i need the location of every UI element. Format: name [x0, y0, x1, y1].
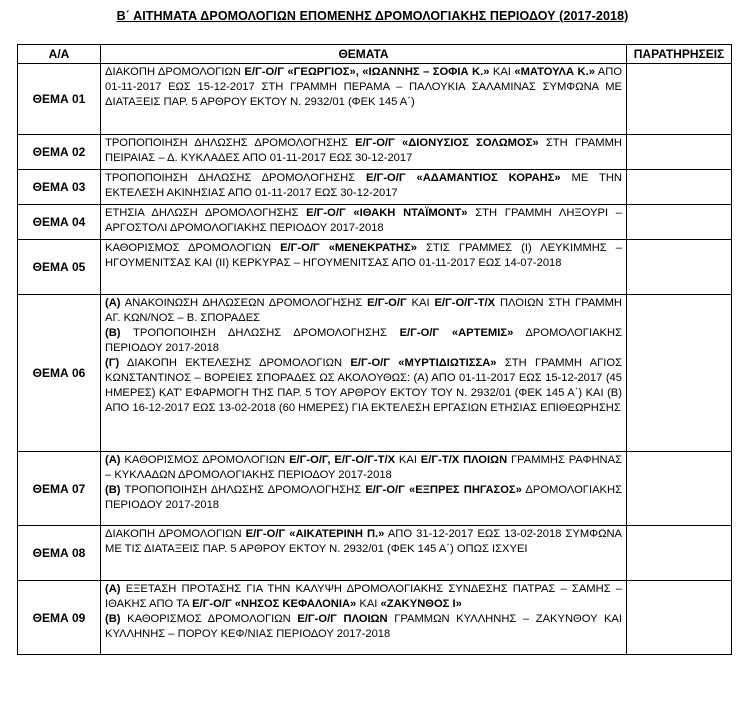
subject-text-bold: Ε/Γ-Ο/Γ «ΑΙΚΑΤΕΡΙΝΗ Π.» [245, 528, 385, 540]
item-number: ΘΕΜΑ 09 [18, 581, 101, 655]
subject-text: ΤΡΟΠΟΠΟΙΗΣΗ ΔΗΛΩΣΗΣ ΔΡΟΜΟΛΟΓΗΣΗΣ [120, 484, 366, 496]
subject-text: ΚΑΙ [395, 454, 421, 466]
table-row [18, 295, 732, 452]
subject-paragraph [105, 65, 622, 110]
item-subject [101, 64, 627, 135]
item-number: ΘΕΜΑ 08 [18, 526, 101, 581]
subject-text: ΚΑΙ [406, 297, 435, 309]
subject-text: ΣΤΗ ΓΡΑΜΜΗ ΠΕΙΡΑΙΑΣ – Δ. ΚΥΚΛΑΔΕΣ ΑΠΟ 01-11-2017 ΕΩΣ 30-12-2017 [105, 137, 622, 164]
subject-text: ΕΤΗΣΙΑ ΔΗΛΩΣΗ ΔΡΟΜΟΛΟΓΗΣΗΣ [105, 207, 307, 219]
subject-text-bold: (Β) [105, 484, 121, 496]
subject-text: ΑΠΟ 01-11-2017 ΕΩΣ 15-12-2017 ΣΤΗ ΓΡΑΜΜΗ ΠΕΡΑΜΑ – ΠΑΛΟΥΚΙΑ ΣΑΛΑΜΙΝΑΣ ΣΥΜΦΩΝΑ ΜΕ ΔΙΑΤΑΞΕΙΣ ΠΑΡ. 5 ΑΡΘΡΟΥ ΕΚΤΟΥ Ν. 2932/01 (ΦΕΚ 145 Α΄) [105, 66, 623, 108]
subject-text: ΚΑΘΟΡΙΣΜΟΣ ΔΡΟΜΟΛΟΓΙΩΝ [120, 613, 298, 625]
subject-text: ΤΡΟΠΟΠΟΙΗΣΗ ΔΗΛΩΣΗΣ ΔΡΟΜΟΛΟΓΗΣΗΣ [120, 327, 400, 339]
item-remarks [627, 135, 732, 170]
table-row [18, 64, 732, 135]
subject-text-bold: Ε/Γ-Τ/Χ ΠΛΟΙΩΝ [420, 454, 508, 466]
item-subject [101, 240, 627, 295]
item-subject [101, 526, 627, 581]
subject-text-bold: Ε/Γ-Ο/Γ «ΑΡΤΕΜΙΣ» [399, 327, 514, 339]
subject-text-bold: «ΜΑΤΟΥΛΑ Κ.» [514, 66, 595, 78]
item-subject [101, 135, 627, 170]
subject-text: ΓΡΑΜΜΗΣ ΡΑΦΗΝΑΣ – ΚΥΚΛΑΔΩΝ ΔΡΟΜΟΛΟΓΙΑΚΗΣ ΠΕΡΙΟΔΟΥ 2017-2018 [105, 454, 622, 481]
table-row [18, 240, 732, 295]
subject-text: ΚΑΙ [356, 598, 381, 610]
subject-text-bold: Ε/Γ-Ο/Γ, Ε/Γ-Ο/Γ-Τ/Χ [289, 454, 396, 466]
item-subject [101, 581, 627, 655]
subject-text: ΔΡΟΜΟΛΟΓΙΑΚΗΣ ΠΕΡΙΟΔΟΥ 2017-2018 [105, 484, 622, 511]
subject-text-bold: Ε/Γ-Ο/Γ «ΔΙΟΝΥΣΙΟΣ ΣΟΛΩΜΟΣ» [355, 137, 539, 149]
subject-text-bold: (Α) [105, 297, 121, 309]
item-remarks [627, 526, 732, 581]
table-row [18, 135, 732, 170]
item-number: ΘΕΜΑ 07 [18, 452, 101, 526]
item-subject [101, 170, 627, 205]
header-remarks: ΠΑΡΑΤΗΡΗΣΕΙΣ [627, 45, 732, 64]
subject-paragraph [105, 326, 622, 356]
table-row [18, 452, 732, 526]
subject-text-bold: Ε/Γ-Ο/Γ «ΙΘΑΚΗ ΝΤΑΪΜΟΝΤ» [306, 207, 468, 219]
table-row [18, 170, 732, 205]
table-row [18, 526, 732, 581]
item-remarks [627, 170, 732, 205]
subject-text: ΚΑΘΟΡΙΣΜΟΣ ΔΡΟΜΟΛΟΓΙΩΝ [120, 454, 290, 466]
item-subject [101, 205, 627, 240]
subject-paragraph [105, 612, 622, 642]
item-remarks [627, 64, 732, 135]
subject-text-bold: Ε/Γ-Ο/Γ «ΕΞΠΡΕΣ ΠΗΓΑΣΟΣ» [365, 484, 522, 496]
item-remarks [627, 205, 732, 240]
subject-paragraph [105, 356, 622, 416]
item-number: ΘΕΜΑ 05 [18, 240, 101, 295]
item-number: ΘΕΜΑ 01 [18, 64, 101, 135]
subject-paragraph [105, 483, 622, 513]
header-number: Α/Α [18, 45, 101, 64]
subject-text: ΑΠΟ 31-12-2017 ΕΩΣ 13-02-2018 ΣΥΜΦΩΝΑ ΜΕ ΤΙΣ ΔΙΑΤΑΞΕΙΣ ΠΑΡ. 5 ΑΡΘΡΟΥ ΕΚΤΟΥ Ν. 2932/01 (ΦΕΚ 145 Α΄) ΟΠΩΣ ΙΣΧΥΕΙ [105, 528, 623, 555]
item-number: ΘΕΜΑ 03 [18, 170, 101, 205]
subject-text-bold: (Α) [105, 454, 121, 466]
table-header [18, 45, 732, 64]
subject-text-bold: Ε/Γ-Ο/Γ «ΜΕΝΕΚΡΑΤΗΣ» [280, 242, 417, 254]
subject-text: ΣΤΗ ΓΡΑΜΜΗ ΑΓΙΟΣ ΚΩΝΣΤΑΝΤΙΝΟΣ – ΒΟΡΕΙΕΣ ΣΠΟΡΑΔΕΣ ΩΣ ΑΚΟΛΟΥΘΩΣ: (Α) ΑΠΟ 01-11-2017 ΕΩΣ 15-12-2017 (45 ΗΜΕΡΕΣ) ΚΑΤ' ΕΦΑΡΜΟΓΗ ΤΗΣ ΠΑΡ. 5 ΤΟΥ ΑΡΘΡΟΥ ΕΚΤΟΥ ΤΟΥ Ν. 2932/01 (ΦΕΚ 145 Α΄) ΚΑΙ (Β) ΑΠΟ 16-12-2017 ΕΩΣ 13-02-2018 (60 ΗΜΕΡΕΣ) ΓΙΑ ΕΚΤΕΛΕΣΗ ΕΡΓΑΣΙΩΝ ΕΤΗΣΙΑΣ ΕΠΙΘΕΩΡΗΣΗΣ [105, 357, 622, 414]
item-remarks [627, 581, 732, 655]
subject-paragraph [105, 206, 622, 236]
header-row [18, 45, 732, 64]
subject-text-bold: (Β) [105, 613, 121, 625]
subject-text: ΣΤΙΣ ΓΡΑΜΜΕΣ (Ι) ΛΕΥΚΙΜΜΗΣ – ΗΓΟΥΜΕΝΙΤΣΑΣ ΚΑΙ (ΙΙ) ΚΕΡΚΥΡΑΣ – ΗΓΟΥΜΕΝΙΤΣΑΣ ΑΠΟ 01-11-2017 ΕΩΣ 14-07-2018 [105, 242, 622, 269]
page-title: Β΄ ΑΙΤΗΜΑΤΑ ΔΡΟΜΟΛΟΓΙΩΝ ΕΠΟΜΕΝΗΣ ΔΡΟΜΟΛΟΓΙΑΚΗΣ ΠΕΡΙΟΔΟΥ (2017-2018) [116, 9, 629, 23]
table-body [18, 64, 732, 655]
subject-text: ΓΡΑΜΜΩΝ ΚΥΛΛΗΝΗΣ – ΖΑΚΥΝΘΟΥ ΚΑΙ ΚΥΛΛΗΝΗΣ – ΠΟΡΟΥ ΚΕΦ/ΝΙΑΣ ΠΕΡΙΟΔΟΥ 2017-2018 [105, 613, 622, 640]
subject-paragraph [105, 136, 622, 166]
subject-text-bold: (Γ) [105, 357, 120, 369]
subject-text: ΚΑΘΟΡΙΣΜΟΣ ΔΡΟΜΟΛΟΓΙΩΝ [105, 242, 281, 254]
subject-text-bold: Ε/Γ-Ο/Γ-Τ/Χ [434, 297, 496, 309]
item-number: ΘΕΜΑ 02 [18, 135, 101, 170]
subject-text: ΔΙΑΚΟΠΗ ΕΚΤΕΛΕΣΗΣ ΔΡΟΜΟΛΟΓΙΩΝ [119, 357, 351, 369]
item-number: ΘΕΜΑ 04 [18, 205, 101, 240]
subject-text: ΠΛΟΙΩΝ ΣΤΗ ΓΡΑΜΜΗ ΑΓ. ΚΩΝ/ΝΟΣ – Β. ΣΠΟΡΑΔΕΣ [105, 297, 623, 324]
item-remarks [627, 452, 732, 526]
item-number: ΘΕΜΑ 06 [18, 295, 101, 452]
subject-text: ΣΤΗ ΓΡΑΜΜΗ ΛΗΞΟΥΡΙ – ΑΡΓΟΣΤΟΛΙ ΔΡΟΜΟΛΟΓΙΑΚΗΣ ΠΕΡΙΟΔΟΥ 2017-2018 [105, 207, 623, 234]
subject-text-bold: Ε/Γ-Ο/Γ «ΝΗΣΟΣ ΚΕΦΑΛΟΝΙΑ» [192, 598, 357, 610]
subject-text: ΤΡΟΠΟΠΟΙΗΣΗ ΔΗΛΩΣΗΣ ΔΡΟΜΟΛΟΓΗΣΗΣ [105, 172, 367, 184]
subject-text: ΚΑΙ [489, 66, 515, 78]
subject-text-bold: Ε/Γ-Ο/Γ «ΓΕΩΡΓΙΟΣ», «ΙΩΑΝΝΗΣ – ΣΟΦΙΑ Κ.» [244, 66, 490, 78]
agenda-table [17, 44, 732, 655]
item-remarks [627, 295, 732, 452]
subject-paragraph [105, 527, 622, 557]
table-row [18, 581, 732, 655]
subject-text-bold: Ε/Γ-Ο/Γ ΠΛΟΙΩΝ [297, 613, 388, 625]
header-subjects: ΘΕΜΑΤΑ [101, 45, 627, 64]
subject-text: ΔΡΟΜΟΛΟΓΙΑΚΗΣ ΠΕΡΙΟΔΟΥ 2017-2018 [105, 327, 622, 354]
subject-text-bold: «ΖΑΚΥΝΘΟΣ Ι» [380, 598, 462, 610]
subject-text-bold: Ε/Γ-Ο/Γ «ΜΥΡΤΙΔΙΩΤΙΣΣΑ» [350, 357, 497, 369]
subject-text-bold: (Β) [105, 327, 121, 339]
table-row [18, 205, 732, 240]
subject-text: ΜΕ ΤΗΝ ΕΚΤΕΛΕΣΗ ΑΚΙΝΗΣΙΑΣ ΑΠΟ 01-11-2017 ΕΩΣ 30-12-2017 [105, 172, 622, 199]
subject-text-bold: (Α) [105, 583, 121, 595]
subject-text: ΕΞΕΤΑΣΗ ΠΡΟΤΑΣΗΣ ΓΙΑ ΤΗΝ ΚΑΛΥΨΗ ΔΡΟΜΟΛΟΓΙΑΚΗΣ ΣΥΝΔΕΣΗΣ ΠΑΤΡΑΣ – ΣΑΜΗΣ – ΙΘΑΚΗΣ ΑΠΟ ΤΑ [105, 583, 622, 610]
subject-text: ΤΡΟΠΟΠΟΙΗΣΗ ΔΗΛΩΣΗΣ ΔΡΟΜΟΛΟΓΗΣΗΣ [105, 137, 356, 149]
subject-paragraph [105, 296, 622, 326]
subject-paragraph [105, 453, 622, 483]
subject-text-bold: Ε/Γ-Ο/Γ «ΑΔΑΜΑΝΤΙΟΣ ΚΟΡΑΗΣ» [366, 172, 561, 184]
subject-paragraph [105, 582, 622, 612]
subject-text: ΔΙΑΚΟΠΗ ΔΡΟΜΟΛΟΓΙΩΝ [105, 66, 245, 78]
subject-text: ΔΙΑΚΟΠΗ ΔΡΟΜΟΛΟΓΙΩΝ [105, 528, 246, 540]
subject-text-bold: Ε/Γ-Ο/Γ [367, 297, 407, 309]
subject-paragraph [105, 241, 622, 271]
subject-paragraph [105, 171, 622, 201]
item-remarks [627, 240, 732, 295]
item-subject [101, 295, 627, 452]
item-subject [101, 452, 627, 526]
subject-text: ΑΝΑΚΟΙΝΩΣΗ ΔΗΛΩΣΕΩΝ ΔΡΟΜΟΛΟΓΗΣΗΣ [120, 297, 368, 309]
